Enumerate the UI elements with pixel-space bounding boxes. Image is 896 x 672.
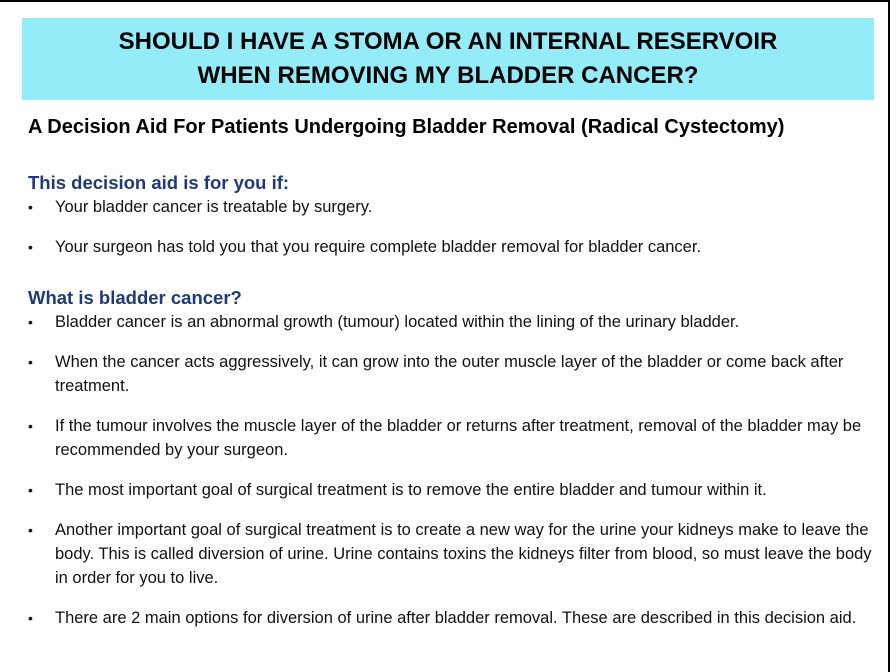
title-line-2: WHEN REMOVING MY BLADDER CANCER? (197, 62, 699, 89)
list-item (28, 518, 874, 590)
subtitle: A Decision Aid For Patients Undergoing Bladder Removal (Radical Cystectomy) (28, 116, 785, 138)
list-item-text: There are 2 main options for diversion of urine after bladder removal. These are described in this decision aid. (55, 609, 857, 627)
list-item (28, 606, 874, 630)
bullet-icon: • (28, 199, 33, 215)
list-item (28, 414, 874, 462)
bullet-icon: • (28, 354, 33, 370)
bullet-list-eligibility (28, 195, 874, 259)
bullet-list-bladder-cancer (28, 310, 874, 630)
list-item (28, 235, 874, 259)
list-item-text: The most important goal of surgical treatment is to remove the entire bladder and tumour within it. (55, 481, 767, 499)
list-item-text: Your surgeon has told you that you require complete bladder removal for bladder cancer. (55, 238, 702, 256)
list-item (28, 350, 874, 398)
list-item-text: When the cancer acts aggressively, it can grow into the outer muscle layer of the bladder or come back after treatment. (55, 353, 844, 395)
bullet-icon: • (28, 314, 33, 330)
section-eligibility (28, 171, 874, 259)
list-item (28, 195, 874, 219)
list-item (28, 478, 874, 502)
bullet-icon: • (28, 482, 33, 498)
list-item (28, 310, 874, 334)
list-item-text: Bladder cancer is an abnormal growth (tumour) located within the lining of the urinary bladder. (55, 313, 740, 331)
section-heading-eligibility: This decision aid is for you if: (28, 172, 290, 193)
list-item-text: Your bladder cancer is treatable by surgery. (55, 198, 373, 216)
bullet-icon: • (28, 522, 33, 538)
bullet-icon: • (28, 239, 33, 255)
bullet-icon: • (28, 610, 33, 626)
section-heading-bladder-cancer: What is bladder cancer? (28, 287, 242, 308)
list-item-text: If the tumour involves the muscle layer of the bladder or returns after treatment, removal of the bladder may be recommended by your surgeon. (55, 417, 862, 459)
bullet-icon: • (28, 418, 33, 434)
section-what-is-bladder-cancer (28, 286, 874, 630)
list-item-text: Another important goal of surgical treatment is to create a new way for the urine your kidneys make to leave the body. This is called diversion of urine. Urine contains toxins the kidneys filter from blood, so must leave the body in order for you to live. (55, 521, 872, 587)
title-banner (22, 18, 874, 100)
title-line-1: SHOULD I HAVE A STOMA OR AN INTERNAL RESERVOIR (118, 28, 778, 55)
